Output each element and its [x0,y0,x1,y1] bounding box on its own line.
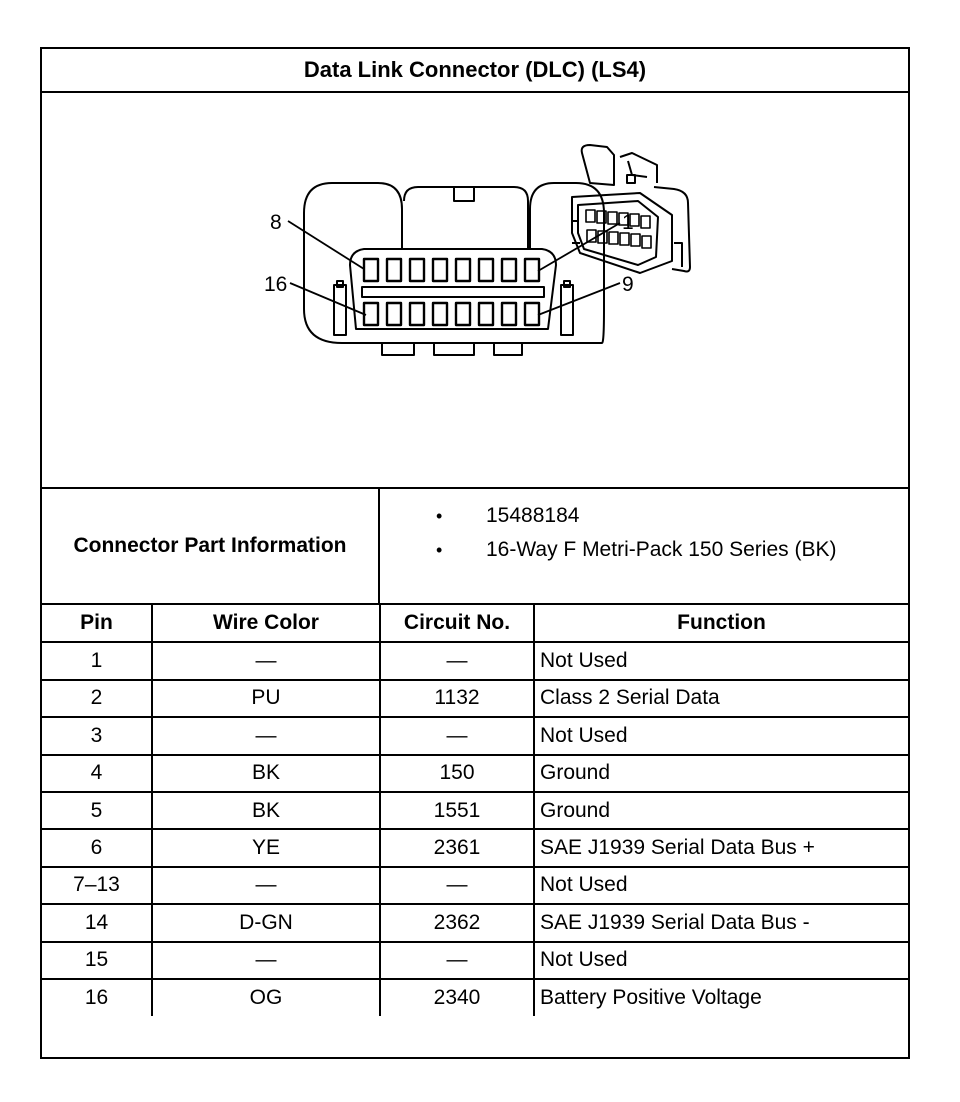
cell-circuit: — [380,642,534,679]
connector-diagram [42,93,908,489]
table-row [42,979,908,1016]
header-circuit: Circuit No. [380,605,534,642]
callout-pin-16: 16 [264,273,288,296]
cell-circuit: 2340 [380,979,534,1016]
cell-function: Class 2 Serial Data [534,680,908,717]
connector-perspective-icon [572,145,690,273]
bullet-icon: • [436,506,443,526]
table-row [42,755,908,792]
cell-wire-color: PU [152,680,380,717]
bullet-icon: • [436,540,443,560]
cell-wire-color: D-GN [152,904,380,941]
cell-function: Not Used [534,642,908,679]
connector-figure [42,93,908,489]
cell-function: Ground [534,755,908,792]
cell-circuit: 1551 [380,792,534,829]
cell-circuit: 1132 [380,680,534,717]
cell-pin: 5 [42,792,152,829]
cell-pin: 16 [42,979,152,1016]
cell-wire-color: — [152,642,380,679]
table-row [42,717,908,754]
table-row [42,942,908,979]
cell-wire-color: — [152,942,380,979]
cell-wire-color: YE [152,829,380,866]
table-header-row [42,605,908,642]
cell-function: Not Used [534,942,908,979]
cell-circuit: — [380,867,534,904]
cell-function: Not Used [534,717,908,754]
callout-pin-9: 9 [622,273,634,296]
cell-pin: 3 [42,717,152,754]
connector-info [42,489,908,605]
cell-pin: 14 [42,904,152,941]
cell-function: Battery Positive Voltage [534,979,908,1016]
header-pin: Pin [42,605,152,642]
table-row [42,867,908,904]
cell-circuit: — [380,942,534,979]
cell-pin: 1 [42,642,152,679]
part-number: 15488184 [486,504,580,527]
cell-pin: 2 [42,680,152,717]
connector-info-list [380,489,908,603]
cell-circuit: 150 [380,755,534,792]
cell-pin: 4 [42,755,152,792]
cell-wire-color: — [152,867,380,904]
cell-wire-color: BK [152,755,380,792]
cell-function: Not Used [534,867,908,904]
callout-pin-8: 8 [270,211,282,234]
callout-pin-1: 1 [622,211,634,234]
table-row [42,904,908,941]
table-row [42,792,908,829]
header-function: Function [534,605,908,642]
connector-description: 16-Way F Metri-Pack 150 Series (BK) [486,538,837,561]
table-row [42,829,908,866]
cell-circuit: — [380,717,534,754]
cell-pin: 7–13 [42,867,152,904]
pin-table [42,605,908,1016]
connector-info-label: Connector Part Information [42,489,380,603]
cell-circuit: 2362 [380,904,534,941]
cell-function: Ground [534,792,908,829]
connector-info-item [380,499,908,533]
connector-face-icon [304,183,604,355]
table-row [42,642,908,679]
cell-function: SAE J1939 Serial Data Bus - [534,904,908,941]
cell-pin: 15 [42,942,152,979]
cell-circuit: 2361 [380,829,534,866]
cell-pin: 6 [42,829,152,866]
connector-sheet [40,47,910,1059]
connector-info-item [380,533,908,567]
table-row [42,680,908,717]
cell-wire-color: BK [152,792,380,829]
page-title: Data Link Connector (DLC) (LS4) [42,49,908,93]
cell-wire-color: — [152,717,380,754]
header-wire-color: Wire Color [152,605,380,642]
cell-wire-color: OG [152,979,380,1016]
cell-function: SAE J1939 Serial Data Bus + [534,829,908,866]
